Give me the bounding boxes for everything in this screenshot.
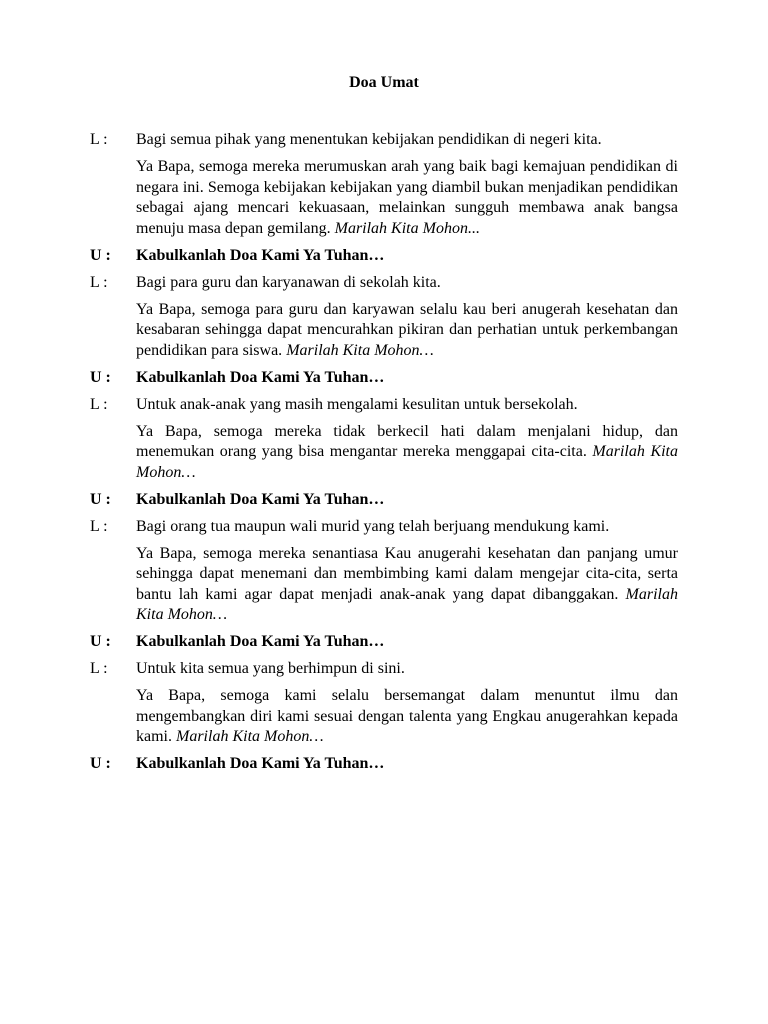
leader-text bbox=[136, 659, 678, 748]
leader-label: L : bbox=[90, 517, 108, 535]
leader-text bbox=[136, 273, 678, 362]
leader-text bbox=[136, 395, 678, 484]
leader-intention-row bbox=[90, 130, 678, 239]
intention-text: Untuk kita semua yang berhimpun di sini. bbox=[136, 660, 405, 677]
leader-intention-row bbox=[90, 273, 678, 362]
invitation-text: Marilah Kita Mohon... bbox=[334, 219, 480, 237]
prayer-paragraph bbox=[136, 544, 678, 626]
people-response-row bbox=[90, 246, 678, 267]
invitation-text: Marilah Kita Mohon… bbox=[286, 341, 434, 359]
people-label: U : bbox=[90, 368, 111, 386]
people-label: U : bbox=[90, 633, 111, 650]
leader-text bbox=[136, 130, 678, 239]
people-response-row bbox=[90, 490, 678, 511]
people-response-row bbox=[90, 368, 678, 389]
intention-text: Bagi para guru dan karyanawan di sekolah kita. bbox=[136, 273, 441, 291]
prayer-text: Ya Bapa, semoga mereka merumuskan arah yang baik bagi kemajuan pendidikan di negara ini. Semoga kebijakan kebijakan yang diambil bukan menjadikan pendidikan sebagai ajang mencari kekuasaan, melainkan sungguh membawa anak bangsa menuju masa depan gemilang. bbox=[136, 158, 678, 237]
intention-text: Bagi orang tua maupun wali murid yang telah berjuang mendukung kami. bbox=[136, 517, 610, 535]
invitation-text: Marilah Kita Mohon… bbox=[136, 585, 678, 623]
response-text: Kabulkanlah Doa Kami Ya Tuhan… bbox=[136, 246, 385, 264]
invitation-text: Marilah Kita Mohon… bbox=[176, 728, 324, 745]
prayer-body bbox=[90, 130, 678, 781]
prayer-paragraph bbox=[136, 157, 678, 239]
leader-label: L : bbox=[90, 660, 108, 677]
people-response-row bbox=[90, 632, 678, 653]
intention-text: Bagi semua pihak yang menentukan kebijakan pendidikan di negeri kita. bbox=[136, 131, 602, 148]
response-text: Kabulkanlah Doa Kami Ya Tuhan… bbox=[136, 633, 385, 650]
prayer-paragraph bbox=[136, 422, 678, 484]
leader-text bbox=[136, 517, 678, 626]
invitation-text: Marilah Kita Mohon… bbox=[136, 443, 679, 481]
leader-label: L : bbox=[90, 273, 108, 291]
leader-intention-row bbox=[90, 517, 678, 626]
prayer-text: Ya Bapa, semoga para guru dan karyawan selalu kau beri anugerah kesehatan dan kesabaran sehingga dapat mencurahkan pikiran dan perhatian untuk perkembangan pendidikan para siswa. bbox=[136, 300, 678, 359]
prayer-text: Ya Bapa, semoga mereka senantiasa Kau anugerahi kesehatan dan panjang umur sehingga dapat menemani dan membimbing kami dalam mengejar cita-cita, serta bantu lah kami agar dapat menjadi anak-anak yang dapat dibanggakan. bbox=[136, 544, 678, 603]
response-text: Kabulkanlah Doa Kami Ya Tuhan… bbox=[136, 490, 385, 508]
prayer-paragraph bbox=[136, 300, 678, 362]
leader-intention-row bbox=[90, 395, 678, 484]
page-title: Doa Umat bbox=[349, 74, 419, 91]
prayer-text: Ya Bapa, semoga kami selalu bersemangat dalam menuntut ilmu dan mengembangkan diri kami sesuai dengan talenta yang Engkau anugerahkan kepada kami. bbox=[136, 687, 678, 745]
response-text: Kabulkanlah Doa Kami Ya Tuhan… bbox=[136, 368, 385, 386]
leader-intention-row bbox=[90, 659, 678, 748]
leader-label: L : bbox=[90, 395, 108, 413]
people-label: U : bbox=[90, 755, 111, 772]
people-label: U : bbox=[90, 246, 111, 264]
prayer-text: Ya Bapa, semoga mereka tidak berkecil hati dalam menjalani hidup, dan menemukan orang yang bisa mengantar mereka menggapai cita-cita. bbox=[136, 422, 678, 460]
people-label: U : bbox=[90, 490, 111, 508]
people-response-row bbox=[90, 754, 678, 775]
leader-label: L : bbox=[90, 131, 108, 148]
prayer-paragraph bbox=[136, 686, 678, 748]
response-text: Kabulkanlah Doa Kami Ya Tuhan… bbox=[136, 755, 385, 772]
intention-text: Untuk anak-anak yang masih mengalami kesulitan untuk bersekolah. bbox=[136, 395, 578, 413]
